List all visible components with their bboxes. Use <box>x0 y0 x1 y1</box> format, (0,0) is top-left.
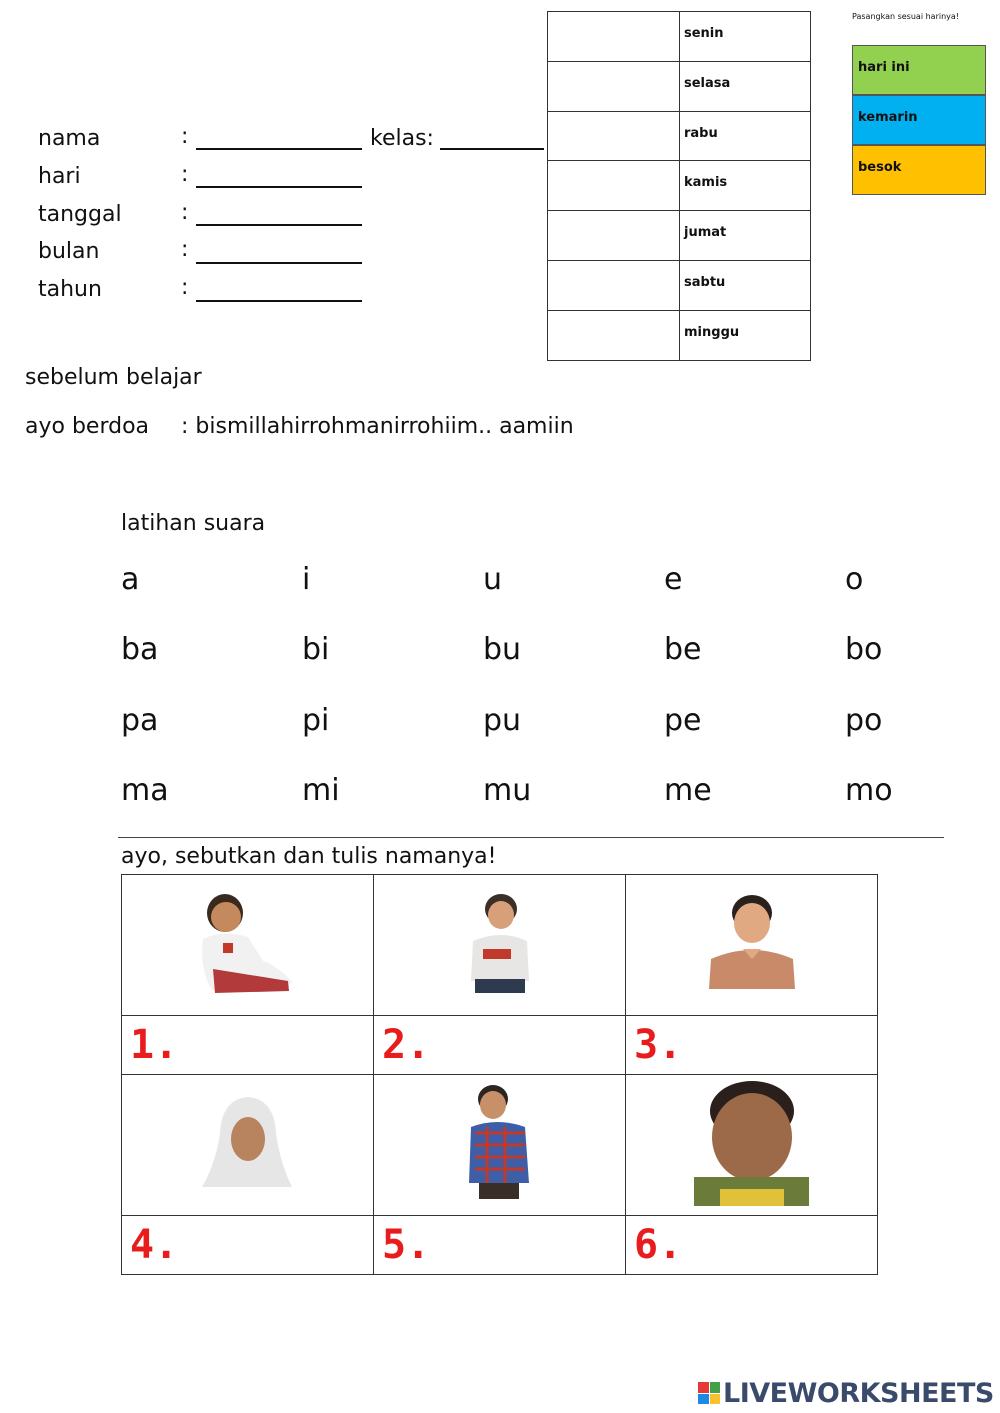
answer-cell-4[interactable] <box>122 1216 374 1275</box>
colon: : <box>181 275 189 300</box>
child-boy-uniform-photo <box>193 891 303 996</box>
syllable: po <box>845 703 883 738</box>
syllable: ma <box>121 773 169 808</box>
syllable: pe <box>664 703 702 738</box>
answer-cell-6[interactable] <box>626 1216 878 1275</box>
child-boy-thinking-photo <box>465 1083 535 1203</box>
day-drop-zone[interactable] <box>548 211 680 261</box>
nama-blank[interactable] <box>196 148 362 150</box>
syllable: mu <box>483 773 532 808</box>
tahun-blank[interactable] <box>196 300 362 302</box>
drag-hari-ini[interactable] <box>852 45 986 95</box>
tanggal-blank[interactable] <box>196 224 362 226</box>
day-drop-zone[interactable] <box>548 111 680 161</box>
item-number: 1. <box>130 1022 179 1068</box>
day-label: minggu <box>680 310 811 360</box>
syllable: mo <box>845 773 893 808</box>
photo-cell <box>122 1075 374 1216</box>
syllable: pu <box>483 703 522 738</box>
child-girl-hijab-photo <box>200 1093 295 1193</box>
day-drop-zone[interactable] <box>548 61 680 111</box>
syllable: i <box>302 562 311 597</box>
item-number: 5. <box>382 1222 431 1268</box>
photo-cell <box>374 1075 626 1216</box>
child-boy-closeup-photo <box>694 1081 809 1206</box>
syllable: o <box>845 562 864 597</box>
colon: : <box>181 162 189 187</box>
drag-besok[interactable] <box>852 145 986 195</box>
child-boy-tshirt-photo <box>465 891 535 996</box>
item-number: 6. <box>634 1222 683 1268</box>
answer-cell-3[interactable] <box>626 1016 878 1075</box>
names-instruction: ayo, sebutkan dan tulis namanya! <box>121 844 497 869</box>
item-number: 3. <box>634 1022 683 1068</box>
photo-grid <box>121 874 878 1275</box>
colon: : <box>181 200 189 225</box>
day-label: rabu <box>680 111 811 161</box>
hari-blank[interactable] <box>196 186 362 188</box>
photo-cell <box>374 875 626 1016</box>
syllable: pa <box>121 703 159 738</box>
sound-practice-title: latihan suara <box>121 511 266 536</box>
before-study-text: sebelum belajar <box>25 365 202 390</box>
day-drop-zone[interactable] <box>548 310 680 360</box>
liveworksheets-logo-icon <box>698 1382 720 1404</box>
nama-label: nama <box>38 126 101 151</box>
item-number: 4. <box>130 1222 179 1268</box>
days-table <box>547 11 811 361</box>
day-label: senin <box>680 12 811 62</box>
answer-cell-2[interactable] <box>374 1016 626 1075</box>
prayer-label: ayo berdoa <box>25 414 150 439</box>
answer-cell-5[interactable] <box>374 1216 626 1275</box>
liveworksheets-brand <box>698 1377 994 1409</box>
drag-kemarin[interactable] <box>852 95 986 145</box>
drag-label: hari ini <box>858 60 910 75</box>
prayer-text: : bismillahirrohmanirrohiim.. aamiin <box>181 414 574 439</box>
syllable: be <box>664 632 702 667</box>
answer-cell-1[interactable] <box>122 1016 374 1075</box>
day-label: kamis <box>680 161 811 211</box>
drag-label: kemarin <box>858 110 918 125</box>
item-number: 2. <box>382 1022 431 1068</box>
colon: : <box>181 124 189 149</box>
syllable: bi <box>302 632 330 667</box>
day-drop-zone[interactable] <box>548 161 680 211</box>
section-divider <box>118 837 944 838</box>
photo-cell <box>626 1075 878 1216</box>
day-label: selasa <box>680 61 811 111</box>
hari-label: hari <box>38 164 81 189</box>
day-drop-zone[interactable] <box>548 12 680 62</box>
day-drop-zone[interactable] <box>548 260 680 310</box>
kelas-blank[interactable] <box>440 148 544 150</box>
tahun-label: tahun <box>38 277 102 302</box>
syllable: me <box>664 773 712 808</box>
kelas-label: kelas: <box>370 126 434 151</box>
photo-cell <box>626 875 878 1016</box>
day-label: jumat <box>680 211 811 261</box>
tanggal-label: tanggal <box>38 202 122 227</box>
syllable: pi <box>302 703 330 738</box>
brand-text: LIVEWORKSHEETS <box>723 1377 994 1409</box>
syllable: ba <box>121 632 159 667</box>
match-instruction: Pasangkan sesuai harinya! <box>852 12 959 21</box>
bulan-blank[interactable] <box>196 262 362 264</box>
bulan-label: bulan <box>38 239 100 264</box>
photo-cell <box>122 875 374 1016</box>
syllable: mi <box>302 773 340 808</box>
syllable: bu <box>483 632 522 667</box>
drag-label: besok <box>858 160 902 175</box>
syllable: e <box>664 562 683 597</box>
colon: : <box>181 237 189 262</box>
syllable: u <box>483 562 503 597</box>
day-label: sabtu <box>680 260 811 310</box>
syllable: a <box>121 562 140 597</box>
syllable: bo <box>845 632 883 667</box>
child-boy-smiling-photo <box>707 893 797 993</box>
